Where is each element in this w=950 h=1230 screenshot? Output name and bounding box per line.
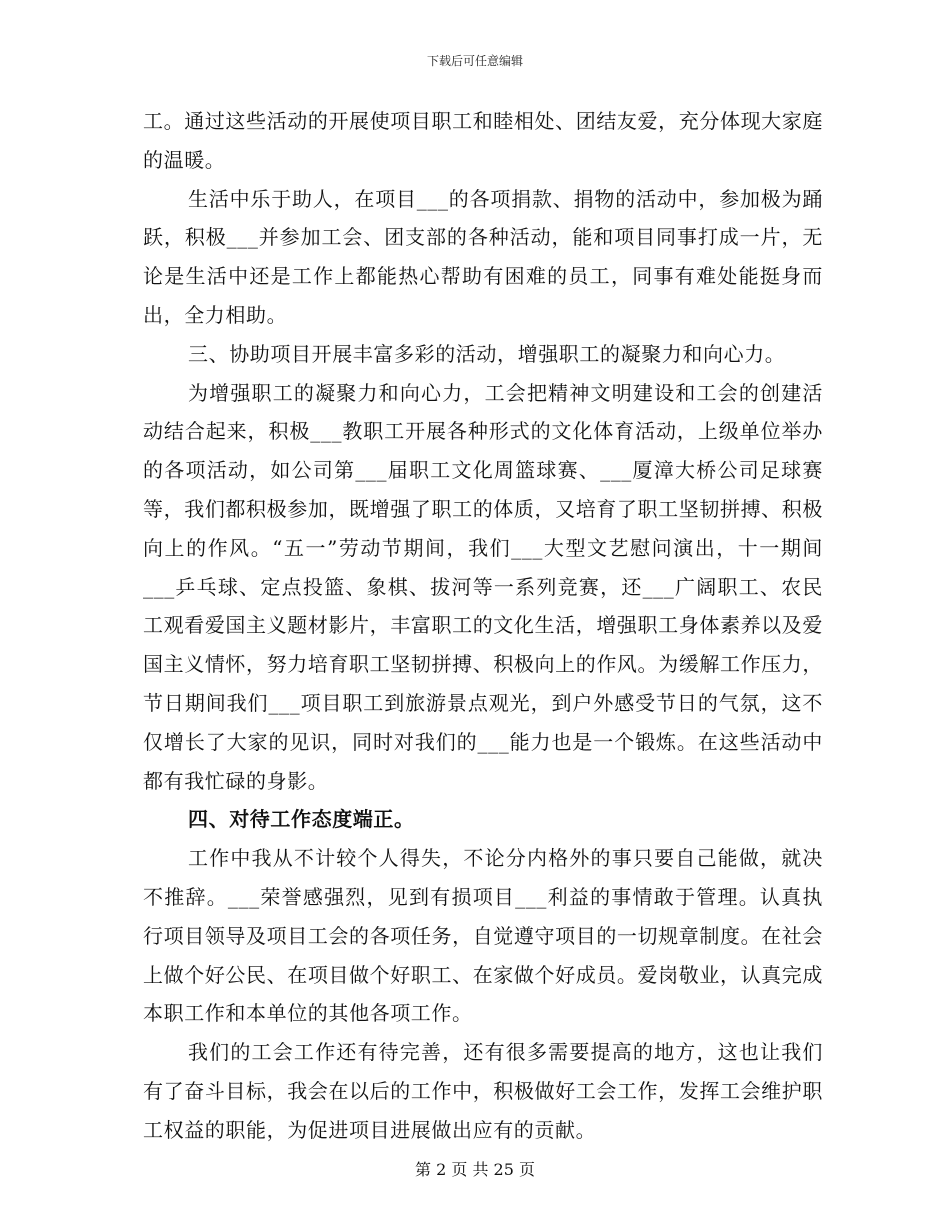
- paragraph-7: 我们的工会工作还有待完善，还有很多需要提高的地方，这也让我们有了奋斗目标，我会在以后的工作中，积极做好工会工作，发挥工会维护职工权益的职能，为促进项目进展做出应有的贡献。: [143, 1040, 823, 1142]
- page-footer: 第 2 页 共 25 页: [415, 1160, 535, 1179]
- section-heading-3: 三、协助项目开展丰富多彩的活动，增强职工的凝聚力和向心力。: [188, 341, 786, 366]
- document-body: [143, 102, 823, 1150]
- paragraph-1: 工。通过这些活动的开展使项目职工和睦相处、团结友爱，充分体现大家庭的温暖。: [143, 109, 823, 172]
- section-heading-4: 四、对待工作态度端正。: [188, 807, 415, 832]
- paragraph-6: 工作中我从不计较个人得失，不论分内格外的事只要自己能做，就决不推辞。___荣誉感强烈，见到有损项目___利益的事情敢于管理。认真执行项目领导及项目工会的各项任务，自觉遵守项目的一切规章制度。在社会上做个好公民、在项目做个好职工、在家做个好成员。爱岗敬业，认真完成本职工作和本单位的其他各项工作。: [143, 846, 823, 1026]
- page-header: 下载后可任意编辑: [426, 54, 523, 68]
- paragraph-4: 为增强职工的凝聚力和向心力，工会把精神文明建设和工会的创建活动结合起来，积极___教职工开展各种形式的文化体育活动，上级单位举办的各项活动，如公司第___届职工文化周篮球赛、___厦漳大桥公司足球赛等，我们都积极参加，既增强了职工的体质，又培育了职工坚韧拼搏、积极向上的作风。“五一”劳动节期间，我们___大型文艺慰问演出，十一期间___乒乓球、定点投篮、象棋、拔河等一系列竞赛，还___广阔职工、农民工观看爱国主义题材影片，丰富职工的文化生活，增强职工身体素养以及爱国主义情怀，努力培育职工坚韧拼搏、积极向上的作风。为缓解工作压力，节日期间我们___项目职工到旅游景点观光，到户外感受节日的气氛，这不仅增长了大家的见识，同时对我们的___能力也是一个锻炼。在这些活动中都有我忙碌的身影。: [143, 380, 823, 793]
- paragraph-2: 生活中乐于助人，在项目___的各项捐款、捐物的活动中，参加极为踊跃，积极___并参加工会、团支部的各种活动，能和项目同事打成一片，无论是生活中还是工作上都能热心帮助有困难的员工，同事有难处能挺身而出，全力相助。: [143, 186, 823, 327]
